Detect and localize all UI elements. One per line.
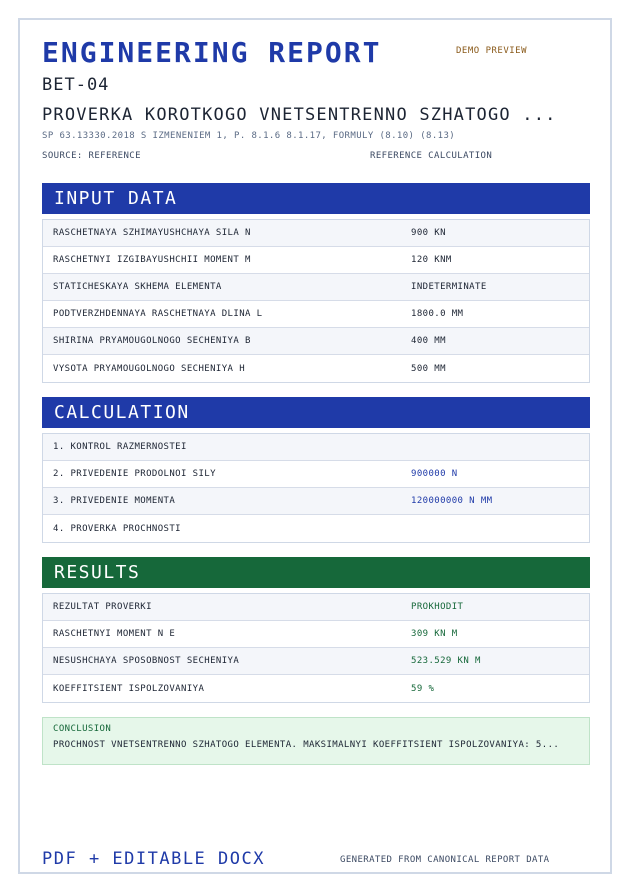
source-label: SOURCE: REFERENCE xyxy=(42,151,141,161)
table-row xyxy=(43,515,589,542)
step-label: 2. PRIVEDENIE PRODOLNOI SILY xyxy=(53,469,216,479)
step-value: 900000 N xyxy=(411,469,458,479)
input-table xyxy=(42,219,590,383)
report-subtitle: PROVERKA KOROTKOGO VNETSENTRENNO SZHATOGO ... xyxy=(42,105,557,125)
report-title: ENGINEERING REPORT xyxy=(42,36,382,69)
results-section-header: RESULTS xyxy=(42,557,590,588)
table-row xyxy=(43,274,589,301)
table-row xyxy=(43,328,589,355)
result-label: RASCHETNYI MOMENT N E xyxy=(53,629,176,639)
row-label: SHIRINA PRYAMOUGOLNOGO SECHENIYA B xyxy=(53,336,251,346)
result-value: 523.529 KN M xyxy=(411,656,481,666)
report-code: BET-04 xyxy=(42,75,110,95)
row-label: RASCHETNYI IZGIBAYUSHCHII MOMENT M xyxy=(53,255,251,265)
results-table xyxy=(42,593,590,703)
row-label: VYSOTA PRYAMOUGOLNOGO SECHENIYA H xyxy=(53,363,246,374)
table-row xyxy=(43,594,589,621)
result-label: NESUSHCHAYA SPOSOBNOST SECHENIYA xyxy=(53,656,240,666)
conclusion-label: CONCLUSION xyxy=(53,724,112,734)
demo-badge: DEMO PREVIEW xyxy=(456,46,528,56)
row-value: INDETERMINATE xyxy=(411,282,487,292)
export-formats-label: PDF + EDITABLE DOCX xyxy=(42,849,265,869)
row-label: PODTVERZHDENNAYA RASCHETNAYA DLINA L xyxy=(53,309,263,319)
result-label: REZULTAT PROVERKI xyxy=(53,602,152,612)
table-row xyxy=(43,220,589,247)
result-value: PROKHODIT xyxy=(411,602,464,612)
step-label: 3. PRIVEDENIE MOMENTA xyxy=(53,496,176,506)
norm-reference: SP 63.13330.2018 S IZMENENIEM 1, P. 8.1.6 8.1.17, FORMULY (8.10) (8.13) xyxy=(42,131,456,141)
step-label: 1. KONTROL RAZMERNOSTEI xyxy=(53,442,187,452)
row-value: 500 MM xyxy=(411,363,446,374)
row-value: 1800.0 MM xyxy=(411,309,464,319)
conclusion-box xyxy=(42,717,590,765)
result-value: 309 KN M xyxy=(411,629,458,639)
conclusion-text: PROCHNOST VNETSENTRENNO SZHATOGO ELEMENTA. MAKSIMALNYI KOEFFITSIENT ISPOLZOVANIYA: 5... xyxy=(53,740,560,750)
table-row xyxy=(43,648,589,675)
result-label: KOEFFITSIENT ISPOLZOVANIYA xyxy=(53,683,205,694)
result-value: 59 % xyxy=(411,683,435,694)
row-label: STATICHESKAYA SKHEMA ELEMENTA xyxy=(53,282,222,292)
table-row xyxy=(43,461,589,488)
row-label: RASCHETNAYA SZHIMAYUSHCHAYA SILA N xyxy=(53,228,251,238)
calculation-table xyxy=(42,433,590,543)
report-page xyxy=(18,18,612,874)
table-row xyxy=(43,247,589,274)
table-row xyxy=(43,488,589,515)
table-row xyxy=(43,355,589,382)
step-value: 120000000 N MM xyxy=(411,496,493,506)
generated-note: GENERATED FROM CANONICAL REPORT DATA xyxy=(340,855,550,865)
row-value: 400 MM xyxy=(411,336,446,346)
calculation-section-header: CALCULATION xyxy=(42,397,590,428)
table-row xyxy=(43,621,589,648)
row-value: 900 KN xyxy=(411,228,446,238)
input-section-header: INPUT DATA xyxy=(42,183,590,214)
reference-label: REFERENCE CALCULATION xyxy=(370,151,493,161)
row-value: 120 KNM xyxy=(411,255,452,265)
table-row xyxy=(43,675,589,702)
table-row xyxy=(43,301,589,328)
step-label: 4. PROVERKA PROCHNOSTI xyxy=(53,523,182,534)
table-row xyxy=(43,434,589,461)
